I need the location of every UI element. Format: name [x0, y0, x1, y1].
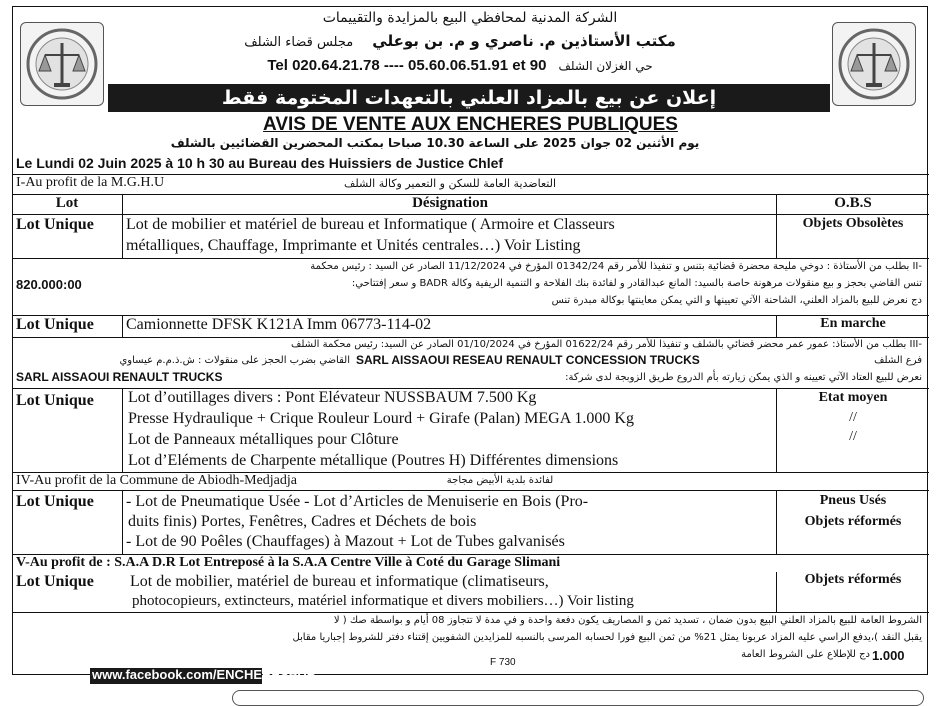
lot2-desc: Camionnette DFSK K121A Imm 06773-114-02: [126, 316, 432, 333]
lot1-obs: Objets Obsolètes: [802, 216, 904, 231]
lot3-obs-ditto: //: [849, 429, 857, 444]
lot4-desc-line: duits finis) Portes, Fenêtres, Cadres et Déchets de bois: [128, 513, 477, 530]
note3-line2-ar: القاضي بضرب الحجز على منقولات : ش.ذ.م.م عيساوي: [119, 355, 350, 366]
lot4-desc-line: - Lot de 90 Poêles (Chauffages) à Mazout + Lot de Tubes galvanisés: [126, 533, 565, 550]
note3-line2-company: SARL AISSAOUI RESEAU RENAULT CONCESSION TRUCKS: [356, 353, 700, 367]
lot5-label: Lot Unique: [16, 573, 94, 590]
column-divider: [776, 490, 777, 554]
office-line: [200, 32, 720, 50]
lot3-desc-line: Lot d’Eléments de Charpente métallique (Poutres H) Différentes dimensions: [128, 452, 619, 469]
phone-numbers: Tel 020.64.21.78 ---- 05.60.06.51.91 et 90: [267, 57, 547, 74]
section4-profit-fr: IV-Au profit de la Commune de Abiodh-Medjadja: [16, 473, 297, 488]
column-divider: [122, 490, 123, 554]
lot4-obs: Objets réformés: [804, 514, 902, 529]
conditions-line1: الشروط العامة للبيع بالمزاد العلني البيع بدون ضمان ، تسديد ثمن و المصاريف يكون دفعة واحدة و في مدة لا تتجاوز 08 أيام و بواسطة صك ( لا: [333, 615, 922, 626]
left-emblem-logo: [20, 22, 104, 106]
section4-profit-ar: لفائدة بلدية الأبيض مجاجة: [446, 475, 554, 486]
note3-line3-company: SARL AISSAOUI RENAULT TRUCKS: [16, 370, 223, 384]
address-ar: حي الغزلان الشلف: [558, 59, 653, 73]
divider: [12, 258, 929, 259]
lot5-desc-line2: photocopieurs, extincteurs, matériel informatique et divers mobiliers…) Voir listing: [132, 593, 634, 609]
column-divider: [776, 572, 777, 612]
column-divider: [776, 194, 777, 258]
note3-line2-right: فرع الشلف: [874, 355, 922, 366]
col-header-obs: O.B.S: [834, 195, 872, 211]
conditions-amount: 1.000: [872, 648, 905, 663]
column-divider: [776, 315, 777, 337]
note2-price: 820.000:00: [16, 277, 82, 292]
note2-line1: -II بطلب من الأستاذة : دوخي مليحة محضرة قضائية بتنس و تنفيذا للأمر رقم 01342/24 المؤرخ في 11/12/2024 الصادر عن السيد : رئيس محكمة: [310, 261, 922, 272]
lot1-label: Lot Unique: [16, 216, 94, 233]
office-name-ar: مكتب الأستاذين م. ناصري و م. بن بوعلي: [372, 32, 676, 50]
note3-line1: -III بطلب من الأستاذ: عمور عمر محضر قضائي بالشلف و تنفيذا للأمر رقم 01622/24 المؤرخ في 01/10/2024 الصادر عن السيد: رئيس محكمة الشلف: [291, 339, 922, 350]
lot5-obs: Objets réformés: [804, 572, 902, 587]
section1-profit-ar: التعاضدية العامة للسكن و التعمير وكالة الشلف: [343, 177, 557, 190]
col-header-lot: Lot: [55, 195, 79, 211]
right-emblem-logo: [832, 22, 916, 106]
lot1-desc-line1: Lot de mobilier et matériel de bureau et Informatique ( Armoire et Classeurs: [126, 216, 615, 233]
contact-line: [180, 57, 740, 75]
date-ar: يوم الأثنين 02 جوان 2025 على الساعة 10.30 صباحا بمكتب المحضرين القضائيين بالشلف: [170, 136, 700, 150]
column-divider: [122, 315, 123, 337]
divider: [12, 612, 929, 613]
lot5-desc-line1: Lot de mobilier, matériel de bureau et informatique (climatiseurs,: [130, 573, 549, 590]
lot3-desc-line: Lot de Panneaux métalliques pour Clôture: [128, 431, 399, 448]
conditions-line3: دج للإطلاع على الشروط العامة: [741, 649, 870, 660]
auction-banner: [108, 84, 830, 112]
banner-text: إعلان عن بيع بالمزاد العلني بالتعهدات المختومة فقط: [221, 87, 717, 109]
reference-code: F 730: [490, 657, 516, 668]
section1-profit-fr: I-Au profit de la M.G.H.U: [16, 175, 165, 190]
lot1-desc-line2: métalliques, Chauffage, Imprimante et Unités centrales…) Voir Listing: [126, 237, 581, 254]
note2-line3: دج نعرض للبيع بالمزاد العلني، الشاحنة الآتي تعيينها و التي يمكن معاينتها بوكالة مبدرة تنس: [551, 295, 922, 306]
notice-title: AVIS DE VENTE AUX ENCHERES PUBLIQUES: [263, 114, 678, 135]
divider: [12, 490, 929, 491]
date-fr: Le Lundi 02 Juin 2025 à 10 h 30 au Bureau des Huissiers de Justice Chlef: [16, 155, 504, 171]
conditions-line2: يقبل النقد )،يدفع الراسي عليه المزاد عربونا يمثل 21% من ثمن البيع فورا لحسابه المرسى بالنسبه للمزايدين الشفويين إقتناء دفتر للشروط إجباريا مقابل: [292, 632, 922, 643]
facebook-link[interactable]: www.facebook.com/ENCHERESPUB: [92, 667, 317, 682]
section5-profit: V-Au profit de : S.A.A D.R Lot Entreposé à la S.A.A Centre Ville à Coté du Garage Slimani: [16, 555, 561, 570]
note3-line3-ar: نعرض للبيع العتاد الآتي تعيينه و الذي يمكن زيارته بأم الدروع طريق الزوبجة لدى شركة:: [565, 372, 922, 383]
lot2-label: Lot Unique: [16, 316, 94, 333]
col-header-designation: Désignation: [412, 195, 488, 211]
lot3-obs: Etat moyen: [818, 390, 888, 405]
bottom-frame-edge: [232, 690, 924, 706]
divider: [12, 337, 929, 338]
lot4-obs: Pneus Usés: [819, 493, 887, 508]
column-divider: [122, 194, 123, 258]
lot3-label: Lot Unique: [16, 392, 94, 409]
column-divider: [776, 388, 777, 472]
note2-line2: تنس القاضي بحجز و بيع منقولات مرهونة حاصة بالسيد: المانع عبدالقادر و لفائدة بنك الفلاحة و التنمية الريفية وكالة BADR و سعر إفتتاحي:: [351, 278, 922, 289]
lot4-label: Lot Unique: [16, 493, 94, 510]
council-name-ar: مجلس قضاء الشلف: [244, 35, 354, 50]
lot2-obs: En marche: [820, 316, 886, 331]
lot3-obs-ditto: //: [849, 410, 857, 425]
column-divider: [122, 388, 123, 472]
lot4-desc-line: - Lot de Pneumatique Usée - Lot d’Articles de Menuiserie en Bois (Pro-: [126, 493, 589, 510]
lot3-desc-line: Presse Hydraulique + Crique Rouleur Lourd + Girafe (Palan) MEGA 1.000 Kg: [128, 410, 634, 427]
divider: [12, 214, 929, 215]
lot3-desc-line: Lot d’outillages divers : Pont Elévateur NUSSBAUM 7.500 Kg: [128, 389, 537, 406]
company-name-ar: الشركة المدنية لمحافظي البيع بالمزايدة والتقييمات: [322, 10, 618, 26]
